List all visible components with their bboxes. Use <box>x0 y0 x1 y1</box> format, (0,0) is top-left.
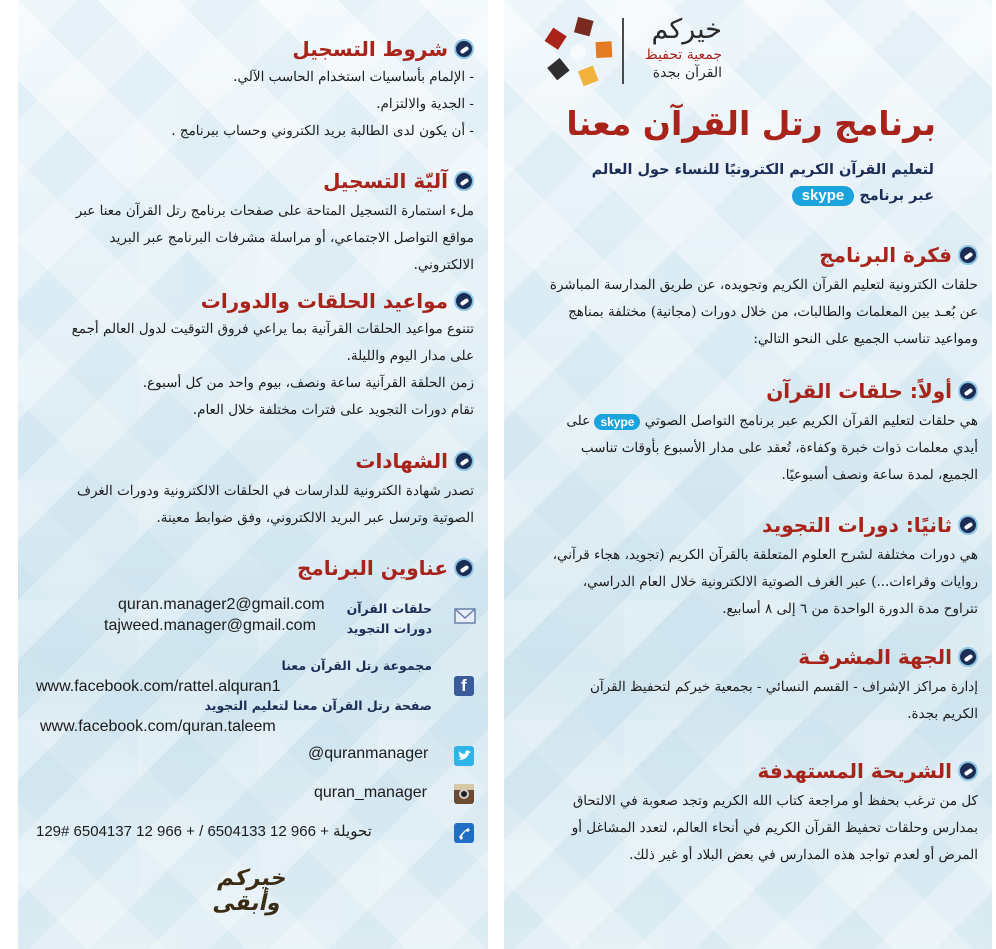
addresses-section <box>34 555 474 581</box>
phone-numbers[interactable]: 129# تحويلة + 966 12 6504133 / + 966 12 6504137 <box>36 823 372 840</box>
instagram-icon <box>454 784 474 804</box>
text-line: أيدي معلمات ذوات خبرة وكفاءة، تُعقد على مدار الأسبوع بأوقات تناسب <box>580 440 978 456</box>
skype-inline-icon: skype <box>594 414 640 430</box>
schedule-section <box>34 288 474 424</box>
program-title: برنامج رتل القرآن معنا <box>566 104 936 143</box>
bullet-icon <box>958 515 978 535</box>
supervisor-heading: الجهة المشرفـة <box>508 644 978 670</box>
certificates-section <box>34 448 474 532</box>
supervisor-body <box>508 674 978 728</box>
certificates-body <box>34 478 474 532</box>
text-line: ملء استمارة التسجيل المتاحة على صفحات برنامج رتل القرآن معنا عبر <box>75 203 474 219</box>
facebook-page-label: صفحة رتل القرآن معنا لتعليم التجويد <box>204 698 432 713</box>
first-heading: أولاً: حلقات القرآن <box>508 378 978 404</box>
right-panel <box>504 0 992 949</box>
bullet-icon <box>454 558 474 578</box>
mechanism-body <box>34 198 474 279</box>
bullet-icon <box>454 39 474 59</box>
text-line: تتراوح مدة الدورة الواحدة من ٦ إلى ٨ أسابيع. <box>722 601 978 617</box>
instagram-handle[interactable]: quran_manager <box>314 784 427 801</box>
skype-logo-icon: skype <box>792 186 855 206</box>
idea-body <box>508 272 978 353</box>
bullet-icon <box>958 245 978 265</box>
logo-star-icon <box>540 14 616 90</box>
phone-icon <box>454 823 474 843</box>
text-line: كل من ترغب بحفظ أو مراجعة كتاب الله الكريم وتجد صعوبة في الالتحاق <box>572 793 978 809</box>
bullet-icon <box>454 451 474 471</box>
text-line: مواقع التواصل الاجتماعي، أو مراسلة مشرفات البرنامج عبر البريد <box>109 230 474 246</box>
fold-divider <box>488 0 504 949</box>
second-heading: ثانيًا: دورات التجويد <box>508 512 978 538</box>
logo <box>540 14 740 94</box>
text-line: تتنوع مواعيد الحلقات القرآنية بما يراعي فروق التوقيت لدول العالم أجمع <box>71 321 474 337</box>
logo-line2: القرآن بجدة <box>652 65 722 81</box>
facebook-group-label: مجموعة رتل القرآن معنا <box>281 658 432 673</box>
text-line: الكريم بجدة. <box>907 706 978 722</box>
second-section <box>508 512 978 623</box>
text-line: بمدارس وحلقات تحفيظ القرآن الكريم في أنحاء العالم، لتعدد المشاغل أو <box>571 820 978 836</box>
email-label-quran: حلقات القرآن <box>346 601 432 616</box>
target-heading: الشريحة المستهدفة <box>508 758 978 784</box>
first-section <box>508 378 978 489</box>
bullet-icon <box>958 381 978 401</box>
email-link-quran[interactable]: quran.manager2@gmail.com <box>118 596 325 613</box>
text-line: هي حلقات لتعليم القرآن الكريم عبر برنامج التواصل الصوتي skype على <box>566 413 978 429</box>
text-line: روايات وقراءات...) عبر الغرف الصوتية الالكترونية خلال العام الدراسي، <box>582 574 978 590</box>
mechanism-heading: آليّة التسجيل <box>34 168 474 194</box>
twitter-handle[interactable]: @quranmanager <box>308 745 429 762</box>
email-link-tajweed[interactable]: tajweed.manager@gmail.com <box>104 617 316 634</box>
text-line: عن بُعـد بين المعلمات والطالبات، من خلال دورات (مجانية) مختلفة بمناهج <box>568 304 978 320</box>
email-label-tajweed: دورات التجويد <box>346 621 432 636</box>
logo-line1: جمعية تحفيظ <box>644 47 722 63</box>
text-line: الالكتروني. <box>413 257 474 273</box>
text-line: تصدر شهادة الكترونية للدارسات في الحلقات الالكترونية ودورات الغرف <box>76 483 474 499</box>
text-line: حلقات الكترونية لتعليم القرآن الكريم وتجويده، عن طريق المدارسة المباشرة <box>549 277 978 293</box>
supervisor-section <box>508 644 978 728</box>
program-subtitle: لتعليم القرآن الكريم الكترونيًا للنساء حول العالم <box>591 162 934 178</box>
text-line: - الإلمام بأساسيات استخدام الحاسب الآلي. <box>233 69 474 85</box>
footer-logo: خيركم وأبقى <box>210 866 290 916</box>
bullet-icon <box>454 291 474 311</box>
text-line: المرض أو لعدم تواجد هذه المدارس في بعض البلاد أو غير ذلك. <box>629 847 978 863</box>
bullet-icon <box>958 761 978 781</box>
facebook-icon: f <box>454 676 474 696</box>
text-line: - أن يكون لدى الطالبة بريد الكتروني وحساب ببرنامج . <box>171 123 474 139</box>
certificates-heading: الشهادات <box>34 448 474 474</box>
second-body <box>508 542 978 623</box>
schedule-heading: مواعيد الحلقات والدورات <box>34 288 474 314</box>
text-line: على مدار اليوم والليلة. <box>346 348 474 364</box>
text-line: الصوتية وترسل عبر البريد الالكتروني، وفق ضوابط معينة. <box>156 510 474 526</box>
text-line: - الجدية والالتزام. <box>376 96 474 112</box>
text-line: زمن الحلقة القرآنية ساعة ونصف، بيوم واحد من كل أسبوع. <box>142 375 474 391</box>
conditions-body <box>34 64 474 145</box>
logo-name: خيركم <box>651 14 722 45</box>
left-panel <box>18 0 488 949</box>
first-body <box>508 408 978 489</box>
text-line: هي دورات مختلفة لشرح العلوم المتعلقة بالقرآن الكريم (تجويد، هجاء قرآني، <box>552 547 978 563</box>
idea-heading: فكرة البرنامج <box>508 242 978 268</box>
schedule-body <box>34 316 474 424</box>
facebook-page-link[interactable]: www.facebook.com/quran.taleem <box>40 718 276 735</box>
mail-icon <box>454 608 476 624</box>
addresses-heading: عناوين البرنامج <box>34 555 474 581</box>
bullet-icon <box>958 647 978 667</box>
target-section <box>508 758 978 869</box>
text-line: إدارة مراكز الإشراف - القسم النسائي - بجمعية خيركم لتحفيظ القرآن <box>589 679 978 695</box>
program-subtitle-2: عبر برنامج skype <box>792 184 934 208</box>
conditions-heading: شروط التسجيل <box>34 36 474 62</box>
idea-section <box>508 242 978 353</box>
bullet-icon <box>454 171 474 191</box>
conditions-section <box>34 36 474 145</box>
text-line: تقام دورات التجويد على فترات مختلفة خلال العام. <box>192 402 474 418</box>
text-line: ومواعيد تناسب الجميع على النحو التالي: <box>753 331 978 347</box>
twitter-icon <box>454 746 474 766</box>
mechanism-section <box>34 168 474 279</box>
text-line: الجميع، لمدة ساعة ونصف أسبوعيًا. <box>781 467 978 483</box>
target-body <box>508 788 978 869</box>
facebook-group-link[interactable]: www.facebook.com/rattel.alquran1 <box>36 678 281 695</box>
